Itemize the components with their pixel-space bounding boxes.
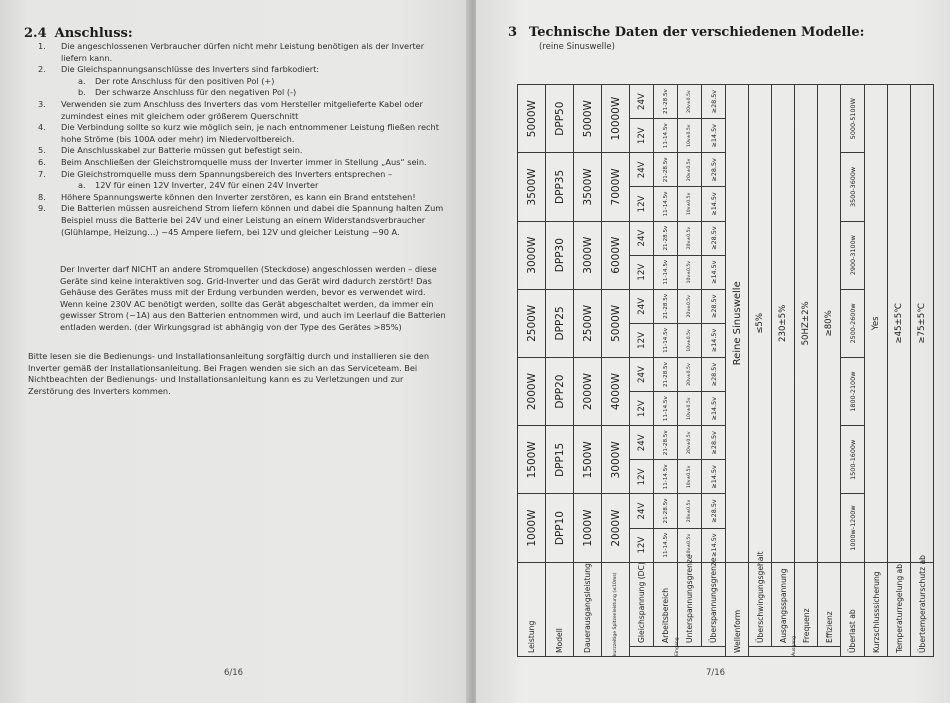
list-subitem [38,87,448,99]
row-ueberlast [841,85,865,657]
cell-modell: DPP30 [546,221,574,289]
cell-dauer: 3500W [574,153,602,221]
cell-ueberlast: 1800-2100w [841,357,865,425]
cell-ueber-24v: ≥28.5v [702,153,726,187]
label-modell: Modell [546,562,574,656]
cell-unter-12v: 10v±0.5v [678,392,702,426]
cell-kurz: 4000W [602,357,630,425]
page-number-left: 6/16 [224,668,244,678]
section-title-technische-daten [508,25,864,40]
list-text: Die Batterien müssen ausreichend Strom liefern können und dabei die Spannung halten Zum Beispiel muss die Batterie bei 24V und einer Leistung an einem Widerstandsverbraucher (Glühlampe, Heizung…) ~45 Ampere liefern, bei 12V und gleicher Leistung ~90 A. [61,203,444,237]
list-number: 6. [38,156,46,167]
list-number: 2. [38,64,46,75]
list-subitem [38,180,448,192]
cell-arbeit-12v: 11-14.5v [654,323,678,357]
label-ausspan: Ausgangsspannung [772,562,795,646]
list-number: b. [78,87,86,98]
cell-leistung: 2000W [518,357,546,425]
list-number: 8. [38,191,46,202]
label-arbeit: Arbeitsbereich [654,562,678,646]
cell-unter-24v: 20v±0.5v [678,221,702,255]
cell-dauer: 2000W [574,357,602,425]
cell-ueberlast: 5000-5100W [841,85,865,153]
list-number: 9. [38,203,46,214]
list-number: a. [78,180,86,191]
cell-unter-12v: 10v±0.5v [678,119,702,153]
section-title-text: Anschluss: [54,26,133,41]
cell-welle: Reine Sinuswelle [726,85,749,563]
cell-ueber-12v: ≥14.5v [702,528,726,562]
warning-paragraph: Der Inverter darf NICHT an andere Stromquellen (Steckdose) angeschlossen werden – diese Geräte sind keine interaktiven sog. Grid-Inverter und das Gerät wird dadurch zerstört! Das Gehäuse des Gerätes muss mit der Erdung verbunden werden, bevor es verwendet wird. Wenn keine 230V AC benötigt werden, sollte das Gerät abgeschaltet werden, da immer ein gewisser Strom (~1A) aus den Batterien entnommen wird, und auch im Leerlauf die Batterien entladen werden. (der Wirkungsgrad ist abhängig von der Type des Gerätes >85%) [60,264,446,332]
cell-arbeit-24v: 21-28.5v [654,221,678,255]
cell-ueberlast: 1000w-1200w [841,494,865,562]
row-schwing [749,85,772,657]
cell-dauer: 2500W [574,289,602,357]
row-ausspan [772,85,795,657]
cell-arbeit-12v: 11-14.5v [654,528,678,562]
row-arbeit [654,85,678,657]
row-leistung [518,85,546,657]
cell-unter-12v: 10v±0.5v [678,187,702,221]
cell-arbeit-24v: 21-28.5v [654,357,678,391]
list-number: 7. [38,168,46,179]
cell-gleich-12v: 12V [630,119,654,153]
list-text: Der schwarze Anschluss für den negativen Pol (-) [95,87,297,98]
cell-arbeit-12v: 11-14.5v [654,255,678,289]
cell-gleich-24v: 24V [630,426,654,460]
cell-unter-12v: 10v±0.5v [678,255,702,289]
cell-kurzschluss: Yes [865,85,888,563]
cell-dauer: 1500W [574,426,602,494]
row-modell [546,85,574,657]
label-freq: Frequenz [795,562,818,646]
cell-arbeit-24v: 21-28.5v [654,85,678,119]
section-title-anschluss [24,26,133,41]
list-item [38,157,448,169]
cell-uebertemp: ≥75±5℃ [911,85,934,563]
cell-kurz: 6000W [602,221,630,289]
cell-modell: DPP50 [546,85,574,153]
cell-kurz: 7000W [602,153,630,221]
list-text: Die Gleichspannungsanschlüsse des Inverters sind farbkodiert: [61,64,320,75]
cell-unter-24v: 20v±0.5v [678,426,702,460]
cell-arbeit-24v: 21-28.5v [654,289,678,323]
cell-ueber-12v: ≥14.5v [702,323,726,357]
cell-kurz: 5000W [602,289,630,357]
row-kurzschluss [865,85,888,657]
label-temp: Temperaturregelung ab [888,562,911,656]
label-leistung: Leistung [518,562,546,656]
cell-gleich-12v: 12V [630,187,654,221]
list-item [38,192,448,204]
cell-arbeit-24v: 21-28.5v [654,153,678,187]
label-eingang: Eingang [630,646,726,656]
list-number: 3. [38,98,46,109]
list-number: 5. [38,145,46,156]
row-ueber [702,85,726,657]
label-ueberlast: Überlast ab [841,562,865,656]
label-ueber: Überspannungsgrenze [702,562,726,646]
cell-dauer: 1000W [574,494,602,562]
spec-table-holder [517,84,927,657]
cell-ueber-24v: ≥28.5v [702,85,726,119]
page-number-right: 7/16 [706,668,726,678]
list-number: a. [78,75,86,86]
cell-unter-24v: 20v±0.5v [678,494,702,528]
list-item [38,99,448,122]
list-subitem [38,76,448,88]
cell-unter-24v: 20v±0.5v [678,153,702,187]
section-number: 3 [508,25,518,40]
cell-modell: DPP15 [546,426,574,494]
label-schwing: Überschwingungsgehalt [749,562,772,646]
cell-unter-24v: 20v±0.5v [678,289,702,323]
cell-unter-12v: 10v±0.5v [678,528,702,562]
row-welle [726,85,749,657]
cell-gleich-24v: 24V [630,357,654,391]
cell-ueber-12v: ≥14.5v [702,392,726,426]
cell-gleich-12v: 12V [630,460,654,494]
cell-arbeit-12v: 11-14.5v [654,392,678,426]
label-dauer: Dauerausgangsleistung [574,562,602,656]
list-item [38,203,448,238]
list-text: Beim Anschließen der Gleichstromquelle muss der Inverter immer in Stellung „Aus“ sein. [61,156,427,167]
cell-gleich-24v: 24V [630,153,654,187]
cell-unter-24v: 20v±0.5v [678,85,702,119]
list-item [38,64,448,76]
cell-arbeit-12v: 11-14.5v [654,187,678,221]
row-temp [888,85,911,657]
cell-kurz: 10000W [602,85,630,153]
row-gleich [630,85,654,657]
cell-gleich-24v: 24V [630,289,654,323]
label-welle: Wellenform [726,562,749,656]
cell-unter-24v: 20v±0.5v [678,357,702,391]
cell-ausspan: 230±5% [772,85,795,563]
cell-ueber-24v: ≥28.5v [702,357,726,391]
closing-paragraph: Bitte lesen sie die Bedienungs- und Installationsanleitung sorgfältig durch und installieren sie den Inverter gemäß der Installationsanleitung. Bei Fragen wenden sie sich an das Serviceteam. Bei Nichtbeachten der Bedienungs- und Installationsanleitung kann es zu Verletzungen und zur Zerstörung des Inverters kommen. [28,351,430,396]
label-kurzschluss: Kurzschlusssicherung [865,562,888,656]
cell-dauer: 3000W [574,221,602,289]
cell-gleich-12v: 12V [630,528,654,562]
cell-schwing: ≤5% [749,85,772,563]
cell-modell: DPP10 [546,494,574,562]
cell-gleich-24v: 24V [630,85,654,119]
cell-ueber-24v: ≥28.5v [702,494,726,528]
list-item [38,122,448,145]
list-item [38,41,448,64]
section-title-text: Technische Daten der verschiedenen Modelle: [529,25,865,40]
cell-leistung: 1500W [518,426,546,494]
cell-ueberlast: 2500-2600w [841,289,865,357]
cell-ueber-12v: ≥14.5v [702,460,726,494]
section-number: 2.4 [24,26,47,41]
row-unter [678,85,702,657]
cell-unter-12v: 10v±0.5v [678,323,702,357]
cell-gleich-24v: 24V [630,221,654,255]
cell-arbeit-24v: 21-28.5v [654,426,678,460]
list-number: 4. [38,122,46,133]
cell-kurz: 3000W [602,426,630,494]
cell-kurz: 2000W [602,494,630,562]
label-uebertemp: Übertemperaturschutz ab [911,562,934,656]
cell-ueber-12v: ≥14.5v [702,255,726,289]
list-text: Verwenden sie zum Anschluss des Inverters das vom Hersteller mitgelieferte Kabel oder zumindest eines mit gleichem oder größerem Querschnitt [61,98,423,121]
cell-arbeit-12v: 11-14.5v [654,460,678,494]
label-ausgang: Ausgang [749,646,841,656]
list-text: 12V für einen 12V Inverter, 24V für einen 24V Inverter [95,180,319,191]
cell-ueber-24v: ≥28.5v [702,221,726,255]
list-number: 1. [38,41,46,51]
cell-gleich-12v: 12V [630,392,654,426]
row-kurz [602,85,630,657]
cell-modell: DPP25 [546,289,574,357]
cell-ueber-24v: ≥28.5v [702,289,726,323]
cell-modell: DPP20 [546,357,574,425]
list-item [38,169,448,181]
cell-modell: DPP35 [546,153,574,221]
section-subtitle: (reine Sinuswelle) [539,42,615,52]
list-text: Die Gleichstromquelle muss dem Spannungsbereich des Inverters entsprechen – [61,168,393,179]
cell-gleich-24v: 24V [630,494,654,528]
row-eff [818,85,841,657]
list-text: Höhere Spannungswerte können den Inverter zerstören, es kann ein Brand entstehen! [61,191,416,202]
cell-temp: ≥45±5℃ [888,85,911,563]
label-eff: Effizienz [818,562,841,646]
cell-ueberlast: 2900-3100w [841,221,865,289]
cell-ueberlast: 3500-3600w [841,153,865,221]
label-unter: Unterspannungsgrenze [678,562,702,646]
row-dauer [574,85,602,657]
cell-gleich-12v: 12V [630,255,654,289]
label-gleich: Gleichspannung (DC) [630,562,654,646]
cell-leistung: 5000W [518,85,546,153]
cell-unter-12v: 10v±0.5v [678,460,702,494]
row-uebertemp [911,85,934,657]
list-text: Die Anschlusskabel zur Batterie müssen gut befestigt sein. [61,145,303,156]
instruction-list [38,41,448,238]
cell-dauer: 5000W [574,85,602,153]
cell-arbeit-12v: 11-14.5v [654,119,678,153]
cell-leistung: 2500W [518,289,546,357]
cell-freq: 50HZ±2% [795,85,818,563]
list-text: Die angeschlossenen Verbraucher dürfen nicht mehr Leistung benötigen als der Inverter liefern kann. [61,41,425,63]
spec-table [517,84,934,657]
list-text: Die Verbindung sollte so kurz wie möglich sein, je nach entnommener Leistung fließen recht hohe Ströme (bis 100A oder mehr) im Niedervoltbereich. [61,122,439,144]
cell-leistung: 3500W [518,153,546,221]
list-text: Der rote Anschluss für den positiven Pol (+) [95,75,275,86]
cell-ueber-12v: ≥14.5v [702,119,726,153]
cell-ueberlast: 1500-1600w [841,426,865,494]
cell-ueber-12v: ≥14.5v [702,187,726,221]
row-freq [795,85,818,657]
list-item [38,145,448,157]
cell-eff: ≥80% [818,85,841,563]
cell-ueber-24v: ≥28.5v [702,426,726,460]
cell-gleich-12v: 12V [630,323,654,357]
cell-leistung: 3000W [518,221,546,289]
cell-leistung: 1000W [518,494,546,562]
left-page [0,0,470,703]
label-kurz: kurzzeitige Spitzenleistung (≤10ms) [602,562,630,656]
cell-arbeit-24v: 21-28.5v [654,494,678,528]
